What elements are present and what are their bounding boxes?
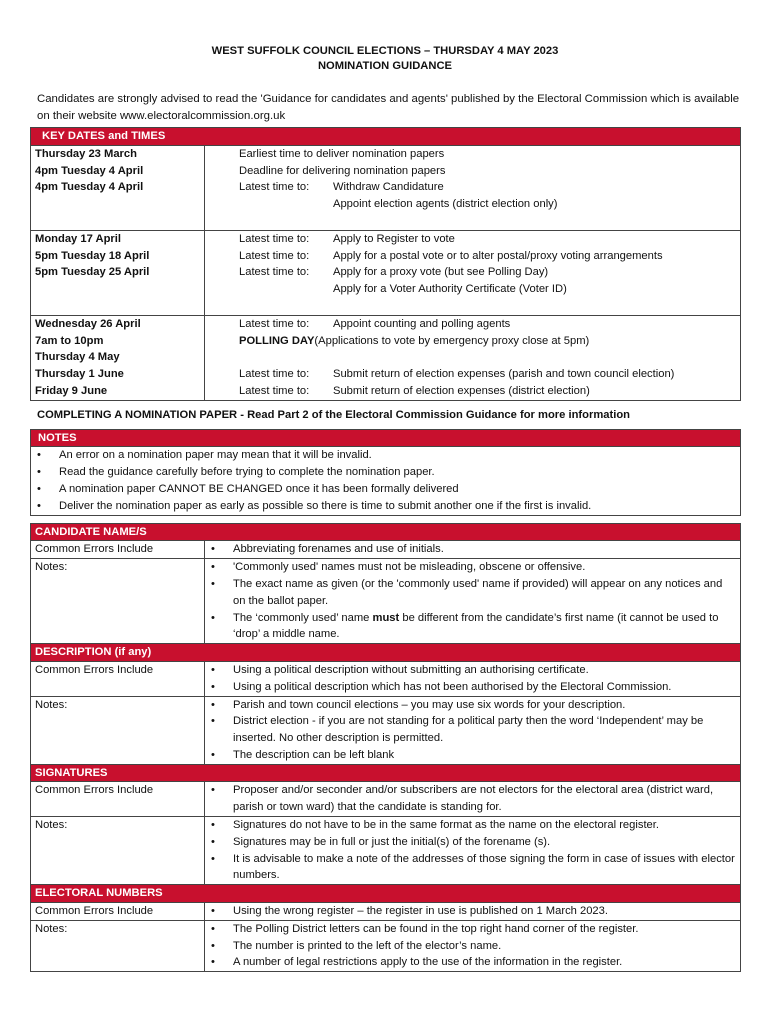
section-row xyxy=(31,541,741,559)
key-dates-header: KEY DATES and TIMES xyxy=(31,128,741,146)
section-row-label: Notes: xyxy=(31,696,205,764)
bullet-icon: • xyxy=(211,819,215,832)
section-bullet xyxy=(209,662,736,679)
notes-body xyxy=(31,447,741,515)
title-line-1: WEST SUFFOLK COUNCIL ELECTIONS – THURSDAY 4 MAY 2023 xyxy=(211,45,559,57)
section-row-items xyxy=(205,903,741,921)
section-header: ELECTORAL NUMBERS xyxy=(31,885,741,903)
section-bullet xyxy=(209,541,736,558)
key-date-detail xyxy=(239,264,736,281)
completing-title: COMPLETING A NOMINATION PAPER - Read Part 2 of the Electoral Commission Guidance for more information xyxy=(37,408,631,421)
notes-header: NOTES xyxy=(31,429,741,447)
key-date-text xyxy=(239,349,242,366)
note-bullet xyxy=(35,481,736,498)
notes-table xyxy=(30,429,741,516)
key-date xyxy=(35,281,200,298)
bullet-icon: • xyxy=(211,905,215,918)
section-header: SIGNATURES xyxy=(31,764,741,782)
section-bullet-text: Using the wrong register – the register in use is published on 1 March 2023. xyxy=(233,905,608,918)
section-header: CANDIDATE NAME/S xyxy=(31,523,741,541)
key-date: 4pm Tuesday 4 April xyxy=(35,164,144,177)
key-date-detail xyxy=(239,316,736,333)
key-dates-group xyxy=(31,145,741,230)
key-date-text: Withdraw Candidature xyxy=(333,181,444,194)
bullet-icon: • xyxy=(211,543,215,556)
section-bullet-text: Signatures may be in full or just the initial(s) of the forename (s). xyxy=(233,835,551,848)
bullet-icon: • xyxy=(211,611,215,624)
key-date-detail xyxy=(239,383,736,400)
key-date-text: Apply to Register to vote xyxy=(333,232,455,245)
latest-time-label: Latest time to: xyxy=(239,249,310,262)
latest-time-label xyxy=(239,196,333,213)
section-bullet xyxy=(209,851,736,885)
section-bullet xyxy=(209,817,736,834)
note-bullet xyxy=(35,447,736,464)
section-row xyxy=(31,903,741,921)
bullet-icon: • xyxy=(211,852,215,865)
key-date-detail xyxy=(239,146,736,163)
section-bullet-text: It is advisable to make a note of the addresses of those signing the form in case of issues with elector numbers. xyxy=(233,852,735,882)
latest-time-label: Latest time to: xyxy=(239,266,310,279)
key-date-detail xyxy=(239,163,736,180)
document-page xyxy=(30,44,740,972)
bullet-icon: • xyxy=(211,577,215,590)
key-date: Thursday 23 March xyxy=(35,147,137,160)
bullet-icon: • xyxy=(211,561,215,574)
section-bullet-text: The exact name as given (or the 'commonly used' name if provided) will appear on any notices and on the ballot paper. xyxy=(233,577,723,607)
bullet-icon: • xyxy=(37,482,41,495)
title-line-2: NOMINATION GUIDANCE xyxy=(317,60,453,72)
section-row-items xyxy=(205,559,741,644)
key-date-detail xyxy=(239,231,736,248)
key-date: 5pm Tuesday 25 April xyxy=(35,266,150,279)
key-date-text: Apply for a postal vote or to alter postal/proxy voting arrangements xyxy=(333,249,663,262)
section-row xyxy=(31,696,741,764)
key-date: Wednesday 26 April xyxy=(35,317,141,330)
section-bullet xyxy=(209,921,736,938)
bullet-icon: • xyxy=(211,698,215,711)
key-dates-date-cell xyxy=(31,315,205,400)
section-header-row xyxy=(31,764,741,782)
key-date-text: Apply for a proxy vote (but see Polling Day) xyxy=(333,266,549,279)
section-bullet xyxy=(209,610,736,644)
section-header-row xyxy=(31,644,741,662)
section-bullet xyxy=(209,697,736,714)
section-bullet-text: Using a political description without submitting an authorising certificate. xyxy=(233,663,589,676)
section-bullet-text: Signatures do not have to be in the same format as the name on the electoral register. xyxy=(233,819,659,832)
key-date-text: Submit return of election expenses (parish and town council election) xyxy=(333,368,675,381)
section-bullet-text: 'Commonly used' names must not be misleading, obscene or offensive. xyxy=(233,561,586,574)
polling-day-note: (Applications to vote by emergency proxy close at 5pm) xyxy=(314,334,590,347)
key-dates-date-cell xyxy=(31,145,205,230)
spacer xyxy=(35,298,200,315)
section-row-label: Common Errors Include xyxy=(31,782,205,817)
section-bullet-text: Proposer and/or seconder and/or subscribers are not electors for the electoral area (district ward, parish or town ward) that the candidate is standing for. xyxy=(233,784,714,814)
bullet-icon: • xyxy=(211,663,215,676)
note-text: Read the guidance carefully before trying to complete the nomination paper. xyxy=(59,466,435,479)
section-bullet xyxy=(209,938,736,955)
bullet-icon: • xyxy=(211,956,215,969)
latest-time-label xyxy=(239,281,333,298)
section-row-label: Notes: xyxy=(31,817,205,885)
section-row-label: Notes: xyxy=(31,559,205,644)
section-bullet-text: Abbreviating forenames and use of initials. xyxy=(233,543,444,556)
key-date-text: Apply for a Voter Authority Certificate (Voter ID) xyxy=(333,283,567,296)
bullet-icon: • xyxy=(211,680,215,693)
bullet-icon: • xyxy=(211,784,215,797)
bullet-icon: • xyxy=(211,922,215,935)
latest-time-label: Latest time to: xyxy=(239,232,310,245)
section-header: DESCRIPTION (if any) xyxy=(31,644,741,662)
key-date-detail xyxy=(239,179,736,196)
bullet-icon: • xyxy=(211,748,215,761)
latest-time-label: Latest time to: xyxy=(239,384,310,397)
key-date: Friday 9 June xyxy=(35,384,108,397)
section-bullet xyxy=(209,834,736,851)
guidance-sections-table xyxy=(30,523,741,973)
key-date: Monday 17 April xyxy=(35,232,121,245)
latest-time-label: Latest time to: xyxy=(239,181,310,194)
key-date: Thursday 1 June xyxy=(35,368,124,381)
key-date-text: Submit return of election expenses (district election) xyxy=(333,384,590,397)
note-text: Deliver the nomination paper as early as possible so there is time to submit another one if the first is invalid. xyxy=(59,499,592,512)
key-date-detail xyxy=(239,281,736,298)
section-row-items xyxy=(205,541,741,559)
key-date-detail xyxy=(239,248,736,265)
section-row xyxy=(31,782,741,817)
bullet-icon: • xyxy=(211,939,215,952)
section-bullet xyxy=(209,747,736,764)
key-dates-detail-cell xyxy=(205,230,741,315)
emphasis: must xyxy=(372,611,400,624)
section-row-label: Notes: xyxy=(31,920,205,971)
section-row-label: Common Errors Include xyxy=(31,661,205,696)
section-bullet-text: The description can be left blank xyxy=(233,748,395,761)
note-text: A nomination paper CANNOT BE CHANGED once it has been formally delivered xyxy=(59,482,459,495)
spacer xyxy=(35,213,200,230)
key-date-detail xyxy=(239,333,736,350)
section-row-items xyxy=(205,817,741,885)
section-header-row xyxy=(31,523,741,541)
key-date-text: Earliest time to deliver nomination papers xyxy=(239,147,445,160)
section-bullet-text: District election - if you are not standing for a political party then the word ‘Independent’ may be inserted. No other description is permitted. xyxy=(233,715,704,745)
section-bullet-text: The Polling District letters can be found in the top right hand corner of the register. xyxy=(233,922,639,935)
bullet-icon: • xyxy=(37,466,41,479)
section-row-items xyxy=(205,782,741,817)
section-bullet xyxy=(209,576,736,610)
section-row-label: Common Errors Include xyxy=(31,541,205,559)
section-bullet xyxy=(209,782,736,816)
section-bullet-text: The ‘commonly used’ name must be different from the candidate’s first name (it cannot be used to ‘drop’ a middle name. xyxy=(233,611,719,641)
bullet-icon: • xyxy=(37,499,41,512)
note-bullet xyxy=(35,464,736,481)
key-date-detail xyxy=(239,196,736,213)
bullet-icon: • xyxy=(211,715,215,728)
section-row xyxy=(31,661,741,696)
section-header-row xyxy=(31,885,741,903)
key-date: 5pm Tuesday 18 April xyxy=(35,249,150,262)
section-bullet-text: The number is printed to the left of the elector’s name. xyxy=(233,939,502,952)
key-dates-date-cell xyxy=(31,230,205,315)
key-dates-table xyxy=(30,127,741,401)
section-bullet xyxy=(209,713,736,747)
section-row xyxy=(31,559,741,644)
section-bullet-text: Parish and town council elections – you may use six words for your description. xyxy=(233,698,626,711)
key-dates-detail-cell xyxy=(205,145,741,230)
intro-paragraph: Candidates are strongly advised to read the 'Guidance for candidates and agents' published by the Electoral Commission which is available on their website www.electoralcommission.org.uk xyxy=(37,93,740,122)
key-dates-group xyxy=(31,230,741,315)
section-bullet xyxy=(209,954,736,971)
key-date: 4pm Tuesday 4 April xyxy=(35,181,144,194)
key-date-text: Appoint counting and polling agents xyxy=(333,317,511,330)
section-row xyxy=(31,920,741,971)
key-date: 7am to 10pm xyxy=(35,334,104,347)
latest-time-label: Latest time to: xyxy=(239,368,310,381)
key-date-text: Deadline for delivering nomination papers xyxy=(239,164,446,177)
section-row-label: Common Errors Include xyxy=(31,903,205,921)
key-date-text: Appoint election agents (district election only) xyxy=(333,198,558,211)
spacer xyxy=(239,213,736,230)
key-date-detail xyxy=(239,349,736,366)
bullet-icon: • xyxy=(37,449,41,462)
note-text: An error on a nomination paper may mean that it will be invalid. xyxy=(59,449,372,462)
polling-day-label: POLLING DAY xyxy=(239,334,315,347)
key-dates-detail-cell xyxy=(205,315,741,400)
section-row xyxy=(31,817,741,885)
document-title xyxy=(30,44,740,74)
key-date-detail xyxy=(239,366,736,383)
section-bullet xyxy=(209,903,736,920)
latest-time-label: Latest time to: xyxy=(239,317,310,330)
bullet-icon: • xyxy=(211,835,215,848)
section-bullet-text: Using a political description which has not been authorised by the Electoral Commission. xyxy=(233,680,672,693)
note-bullet xyxy=(35,498,736,515)
section-row-items xyxy=(205,661,741,696)
spacer xyxy=(239,298,736,315)
key-date xyxy=(35,196,200,213)
section-bullet xyxy=(209,679,736,696)
section-bullet-text: A number of legal restrictions apply to the use of the information in the register. xyxy=(233,956,623,969)
section-row-items xyxy=(205,696,741,764)
key-dates-group xyxy=(31,315,741,400)
key-date: Thursday 4 May xyxy=(35,351,120,364)
section-bullet xyxy=(209,559,736,576)
section-row-items xyxy=(205,920,741,971)
